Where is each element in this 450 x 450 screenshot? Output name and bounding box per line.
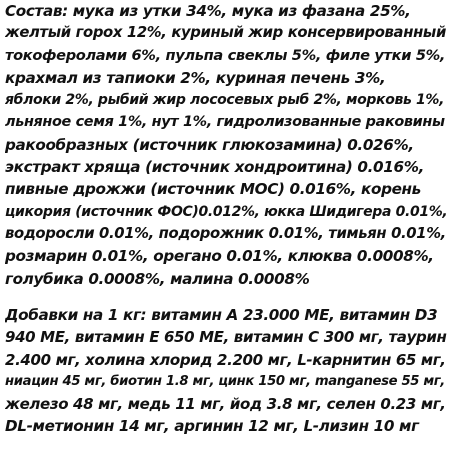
composition-line: Состав: мука из утки 34%, мука из фазана 25%, <box>5 2 411 20</box>
additives-paragraph <box>5 304 447 438</box>
composition-line: крахмал из тапиоки 2%, куриная печень 3%, <box>5 68 386 87</box>
composition-line: цикория (источник ФОС)0.012%, юкка Шидигера 0.01%, <box>5 203 447 220</box>
composition-line: льняное семя 1%, нут 1%, гидролизованные раковины <box>5 114 445 131</box>
composition-line: желтый горох 12%, куриный жир консервированный <box>5 24 446 42</box>
composition-line: токоферолами 6%, пульпа свеклы 5%, филе утки 5%, <box>5 46 446 64</box>
composition-line: яблоки 2%, рыбий жир лососевых рыб 2%, морковь 1%, <box>5 92 445 109</box>
additives-line: 940 МЕ, витамин Е 650 МЕ, витамин С 300 мг, таурин <box>5 328 447 347</box>
additives-line: DL-метионин 14 мг, аргинин 12 мг, L-лизин 10 мг <box>5 417 419 436</box>
composition-paragraph <box>5 0 447 290</box>
additives-line: железо 48 мг, медь 11 мг, йод 3.8 мг, селен 0.23 мг, <box>5 395 446 414</box>
composition-line: водоросли 0.01%, подорожник 0.01%, тимьян 0.01%, <box>5 224 446 242</box>
composition-line: ракообразных (источник глюкозамина) 0.026%, <box>5 135 414 154</box>
composition-line: розмарин 0.01%, орегано 0.01%, клюква 0.0008%, <box>5 247 434 266</box>
additives-line: ниацин 45 мг, биотин 1.8 мг, цинк 150 мг, manganese 55 мг, <box>5 373 445 389</box>
composition-line: экстракт хряща (источник хондроитина) 0.016%, <box>5 158 424 177</box>
composition-line: голубика 0.0008%, малина 0.0008% <box>5 269 310 288</box>
additives-line: Добавки на 1 кг: витамин А 23.000 МЕ, витамин D3 <box>5 306 438 324</box>
additives-line: 2.400 мг, холина хлорид 2.200 мг, L-карнитин 65 мг, <box>5 350 446 369</box>
composition-line: пивные дрожжи (источник МОС) 0.016%, корень <box>5 180 421 199</box>
